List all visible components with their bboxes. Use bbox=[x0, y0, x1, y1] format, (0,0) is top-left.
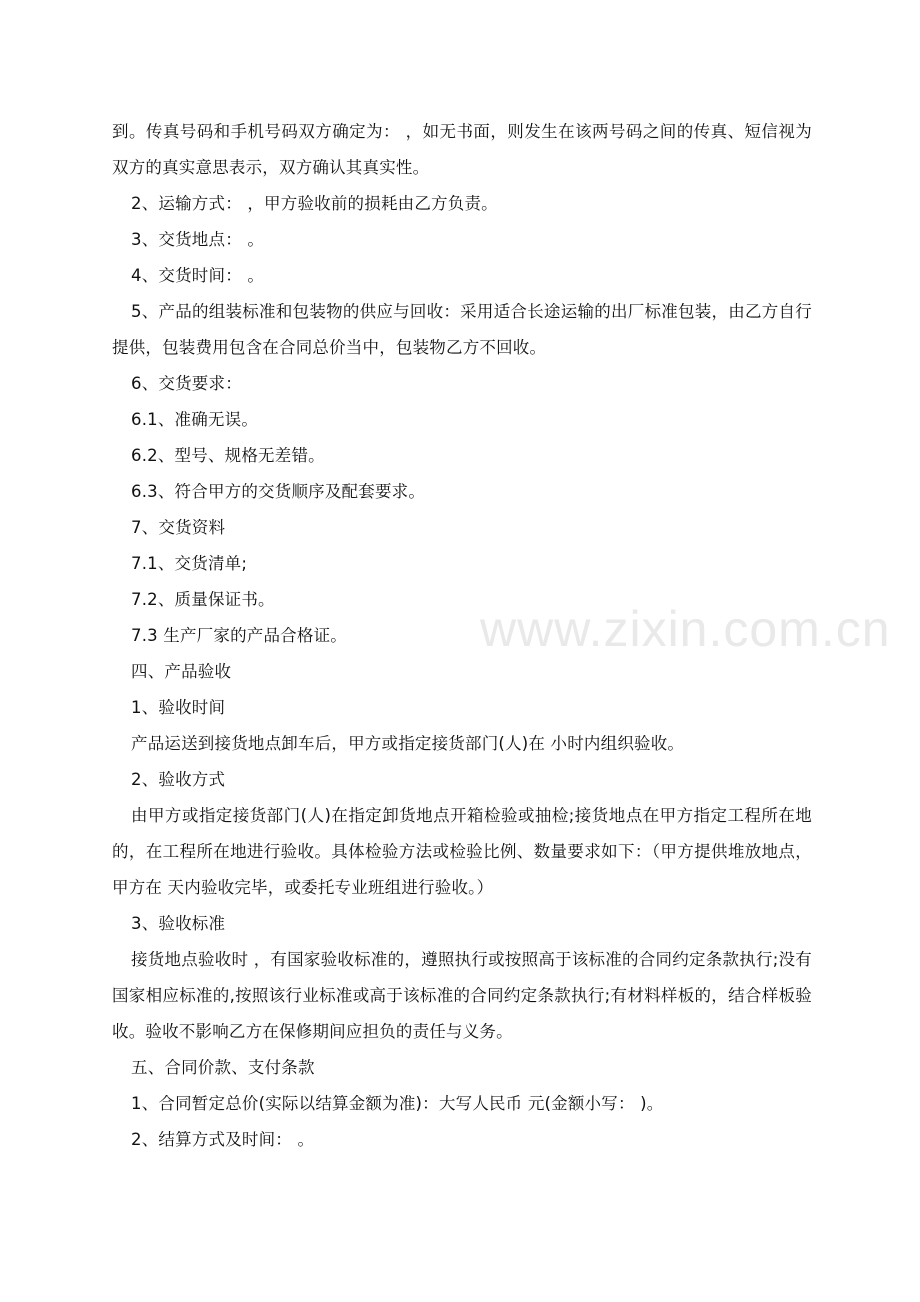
document-body bbox=[112, 114, 812, 1158]
paragraph: 2、结算方式及时间： 。 bbox=[131, 1130, 315, 1149]
paragraph: 7.1、交货清单; bbox=[131, 554, 248, 573]
paragraph: 2、运输方式： ，甲方验收前的损耗由乙方负责。 bbox=[131, 194, 498, 213]
paragraph: 6.1、准确无误。 bbox=[131, 410, 259, 429]
paragraph: 3、验收标准 bbox=[131, 914, 226, 933]
paragraph: 7.2、质量保证书。 bbox=[131, 590, 275, 609]
paragraph: 1、验收时间 bbox=[131, 698, 226, 717]
paragraph: 6.3、符合甲方的交货顺序及配套要求。 bbox=[131, 482, 426, 501]
paragraph: 7、交货资料 bbox=[131, 518, 226, 537]
paragraph: 产品运送到接货地点卸车后，甲方或指定接货部门(人)在 小时内组织验收。 bbox=[131, 734, 685, 753]
section-heading: 四、产品验收 bbox=[131, 662, 232, 681]
paragraph: 3、交货地点： 。 bbox=[131, 230, 265, 249]
section-heading: 五、合同价款、支付条款 bbox=[131, 1058, 315, 1077]
paragraph: 4、交货时间： 。 bbox=[131, 266, 265, 285]
paragraph: 1、合同暂定总价(实际以结算金额为准)：大写人民币 元(金额小写： )。 bbox=[131, 1094, 664, 1113]
paragraph: 6、交货要求： bbox=[131, 374, 242, 393]
paragraph: 7.3 生产厂家的产品合格证。 bbox=[131, 626, 347, 645]
paragraph: 2、验收方式 bbox=[131, 770, 226, 789]
paragraph: 到。传真号码和手机号码双方确定为： ，如无书面，则发生在该两号码之间的传真、短信视为双方的真实意思表示，双方确认其真实性。 bbox=[112, 122, 812, 177]
paragraph: 接货地点验收时 ，有国家验收标准的，遵照执行或按照高于该标准的合同约定条款执行;没有国家相应标准的,按照该行业标准或高于该标准的合同约定条款执行;有材料样板的，结合样板验收。验收不影响乙方在保修期间应担负的责任与义务。 bbox=[112, 950, 812, 1041]
paragraph: 6.2、型号、规格无差错。 bbox=[131, 446, 325, 465]
paragraph: 5、产品的组装标准和包装物的供应与回收：采用适合长途运输的出厂标准包装，由乙方自行提供，包装费用包含在合同总价当中，包装物乙方不回收。 bbox=[112, 302, 812, 357]
paragraph: 由甲方或指定接货部门(人)在指定卸货地点开箱检验或抽检;接货地点在甲方指定工程所在地的，在工程所在地进行验收。具体检验方法或检验比例、数量要求如下：（甲方提供堆放地点， 甲方在 天内验收完毕，或委托专业班组进行验收。） bbox=[112, 806, 812, 897]
watermark-text: www.zixin.com.cn bbox=[480, 601, 891, 657]
